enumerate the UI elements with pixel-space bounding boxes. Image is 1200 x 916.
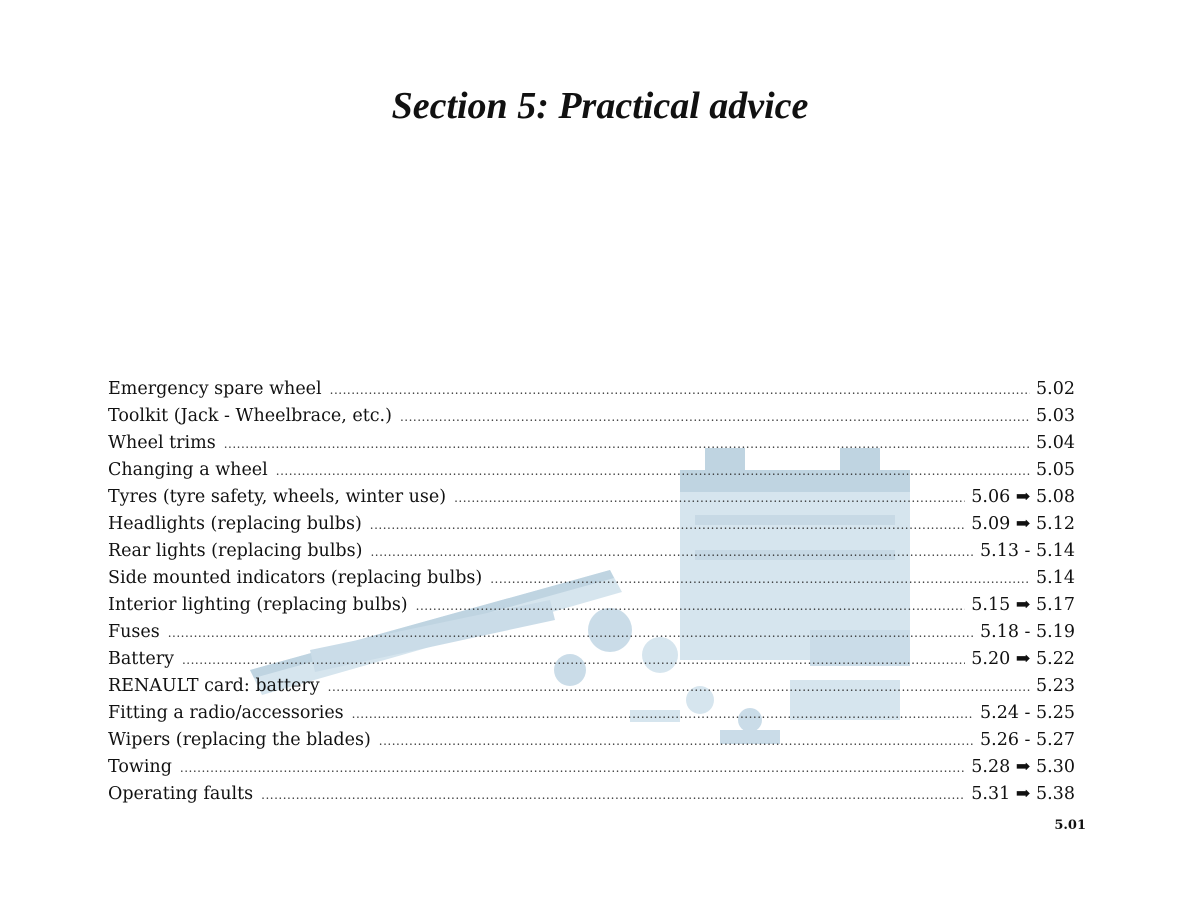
toc-entry-page: 5.26 - 5.27 — [980, 730, 1075, 750]
toc-entry-page: 5.24 - 5.25 — [980, 703, 1075, 723]
toc-entry-label: Rear lights (replacing bulbs) — [108, 541, 363, 561]
dot-leader — [352, 701, 974, 728]
dot-leader — [370, 539, 974, 566]
toc-entry-operating-faults[interactable] — [108, 781, 1075, 808]
toc-entry-page: 5.20 ➡ 5.22 — [971, 649, 1075, 669]
dot-leader — [379, 728, 974, 755]
toc-entry-toolkit[interactable] — [108, 403, 1075, 430]
toc-entry-label: Interior lighting (replacing bulbs) — [108, 595, 408, 615]
toc-entry-page: 5.04 — [1036, 433, 1075, 453]
toc-entry-label: Toolkit (Jack - Wheelbrace, etc.) — [108, 406, 392, 426]
dot-leader — [182, 647, 965, 674]
page-title: Section 5: Practical advice — [391, 85, 809, 127]
toc-entry-label: Battery — [108, 649, 174, 669]
toc-entry-page: 5.03 — [1036, 406, 1075, 426]
toc-entry-tyres[interactable] — [108, 484, 1075, 511]
toc-entry-label: Changing a wheel — [108, 460, 268, 480]
dot-leader — [490, 566, 1030, 593]
toc-entry-label: Side mounted indicators (replacing bulbs) — [108, 568, 483, 588]
toc-entry-label: Wipers (replacing the blades) — [108, 730, 371, 750]
toc-entry-wipers[interactable] — [108, 727, 1075, 754]
dot-leader — [328, 674, 1030, 701]
toc-entry-label: Emergency spare wheel — [108, 379, 322, 399]
toc-entry-headlights[interactable] — [108, 511, 1075, 538]
dot-leader — [416, 593, 966, 620]
toc-entry-battery[interactable] — [108, 646, 1075, 673]
toc-entry-label: Headlights (replacing bulbs) — [108, 514, 362, 534]
toc-entry-label: Fitting a radio/accessories — [108, 703, 344, 723]
toc-entry-fuses[interactable] — [108, 619, 1075, 646]
toc-entry-changing-a-wheel[interactable] — [108, 457, 1075, 484]
toc-entry-page: 5.28 ➡ 5.30 — [971, 757, 1075, 777]
toc-entry-page: 5.13 - 5.14 — [980, 541, 1075, 561]
toc-entry-label: Operating faults — [108, 784, 254, 804]
toc-entry-renault-card[interactable] — [108, 673, 1075, 700]
toc-entry-interior-lighting[interactable] — [108, 592, 1075, 619]
toc-entry-label: Tyres (tyre safety, wheels, winter use) — [108, 487, 447, 507]
toc-entry-page: 5.09 ➡ 5.12 — [971, 514, 1075, 534]
toc-entry-page: 5.15 ➡ 5.17 — [971, 595, 1075, 615]
page-number: 5.01 — [1054, 818, 1086, 833]
dot-leader — [276, 458, 1030, 485]
dot-leader — [168, 620, 974, 647]
table-of-contents — [108, 376, 1075, 808]
toc-entry-rear-lights[interactable] — [108, 538, 1075, 565]
toc-entry-label: Fuses — [108, 622, 160, 642]
toc-entry-radio-accessories[interactable] — [108, 700, 1075, 727]
toc-entry-page: 5.18 - 5.19 — [980, 622, 1075, 642]
toc-entry-label: Towing — [108, 757, 172, 777]
toc-entry-page: 5.02 — [1036, 379, 1075, 399]
toc-entry-page: 5.23 — [1036, 676, 1075, 696]
toc-entry-wheel-trims[interactable] — [108, 430, 1075, 457]
dot-leader — [454, 485, 965, 512]
dot-leader — [180, 755, 965, 782]
toc-entry-page: 5.31 ➡ 5.38 — [971, 784, 1075, 804]
toc-entry-page: 5.05 — [1036, 460, 1075, 480]
toc-entry-label: Wheel trims — [108, 433, 216, 453]
toc-entry-towing[interactable] — [108, 754, 1075, 781]
toc-entry-page: 5.06 ➡ 5.08 — [971, 487, 1075, 507]
toc-entry-side-indicators[interactable] — [108, 565, 1075, 592]
toc-entry-emergency-spare-wheel[interactable] — [108, 376, 1075, 403]
dot-leader — [224, 431, 1030, 458]
toc-entry-page: 5.14 — [1036, 568, 1075, 588]
dot-leader — [400, 404, 1030, 431]
toc-entry-label: RENAULT card: battery — [108, 676, 320, 696]
dot-leader — [330, 377, 1030, 404]
dot-leader — [370, 512, 965, 539]
dot-leader — [261, 782, 965, 809]
